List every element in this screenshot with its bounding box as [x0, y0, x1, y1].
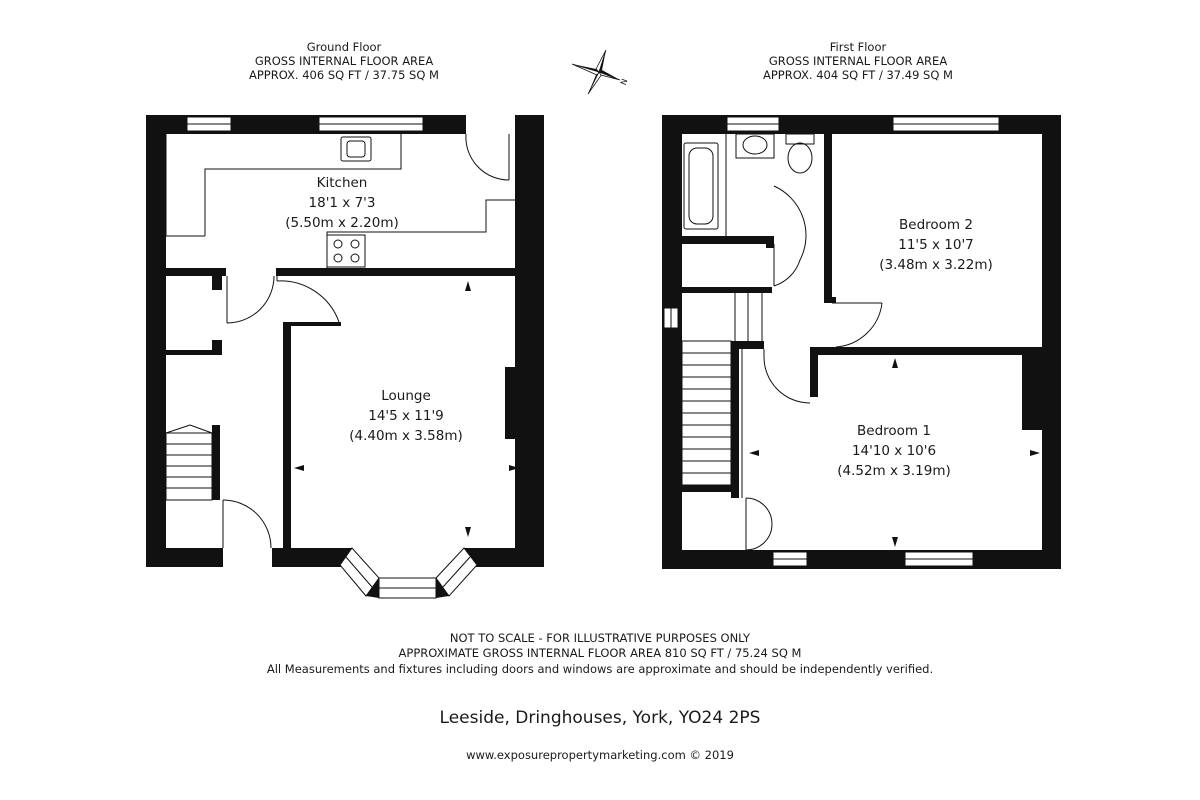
- room-size-metric: (4.40m x 3.58m): [349, 428, 463, 444]
- first-floor-area-label: GROSS INTERNAL FLOOR AREA: [768, 54, 948, 68]
- room-size-metric: (3.48m x 3.22m): [879, 257, 993, 273]
- website-credit: www.exposurepropertymarketing.com © 2019: [466, 748, 734, 762]
- ground-floor-stairs: [166, 425, 212, 500]
- room-label-bedroom-2: [846, 215, 1026, 275]
- first-floor-title: First Floor: [829, 40, 887, 54]
- ground-floor-title: Ground Floor: [306, 40, 382, 54]
- room-size-imperial: 18'1 x 7'3: [308, 195, 376, 211]
- ground-floor-area: APPROX. 406 SQ FT / 37.75 SQ M: [249, 68, 439, 82]
- room-name: Kitchen: [316, 175, 368, 191]
- room-name: Bedroom 1: [857, 423, 931, 439]
- kitchen-door: [466, 134, 509, 180]
- bathroom-fittings: [684, 134, 814, 236]
- footer-disclaimer: All Measurements and fixtures including doors and windows are approximate and should be independently verified.: [266, 662, 934, 676]
- room-size-metric: (4.52m x 3.19m): [837, 463, 951, 479]
- room-size-imperial: 14'10 x 10'6: [851, 443, 937, 459]
- footer-note-total-area: APPROXIMATE GROSS INTERNAL FLOOR AREA 810 SQ FT / 75.24 SQ M: [398, 646, 802, 660]
- ground-floor-header: [164, 40, 524, 82]
- compass-icon: [566, 44, 632, 100]
- first-floor-plan: [662, 115, 1061, 569]
- first-floor-header: [678, 40, 1038, 82]
- ground-floor-area-label: GROSS INTERNAL FLOOR AREA: [254, 54, 434, 68]
- room-size-metric: (5.50m x 2.20m): [285, 215, 399, 231]
- room-label-bedroom-1: [804, 421, 984, 481]
- room-label-kitchen: [252, 173, 432, 233]
- first-floor-stairs: [682, 293, 762, 498]
- first-floor-area: APPROX. 404 SQ FT / 37.49 SQ M: [763, 68, 953, 82]
- room-size-imperial: 14'5 x 11'9: [368, 408, 444, 424]
- property-address: Leeside, Dringhouses, York, YO24 2PS: [439, 708, 761, 728]
- compass-north-label: N: [618, 77, 630, 87]
- footer-note-scale: NOT TO SCALE - FOR ILLUSTRATIVE PURPOSES ONLY: [449, 631, 751, 645]
- bay-window: [340, 548, 477, 598]
- room-name: Lounge: [381, 388, 431, 404]
- room-label-lounge: [316, 386, 496, 446]
- room-name: Bedroom 2: [899, 217, 973, 233]
- room-size-imperial: 11'5 x 10'7: [898, 237, 974, 253]
